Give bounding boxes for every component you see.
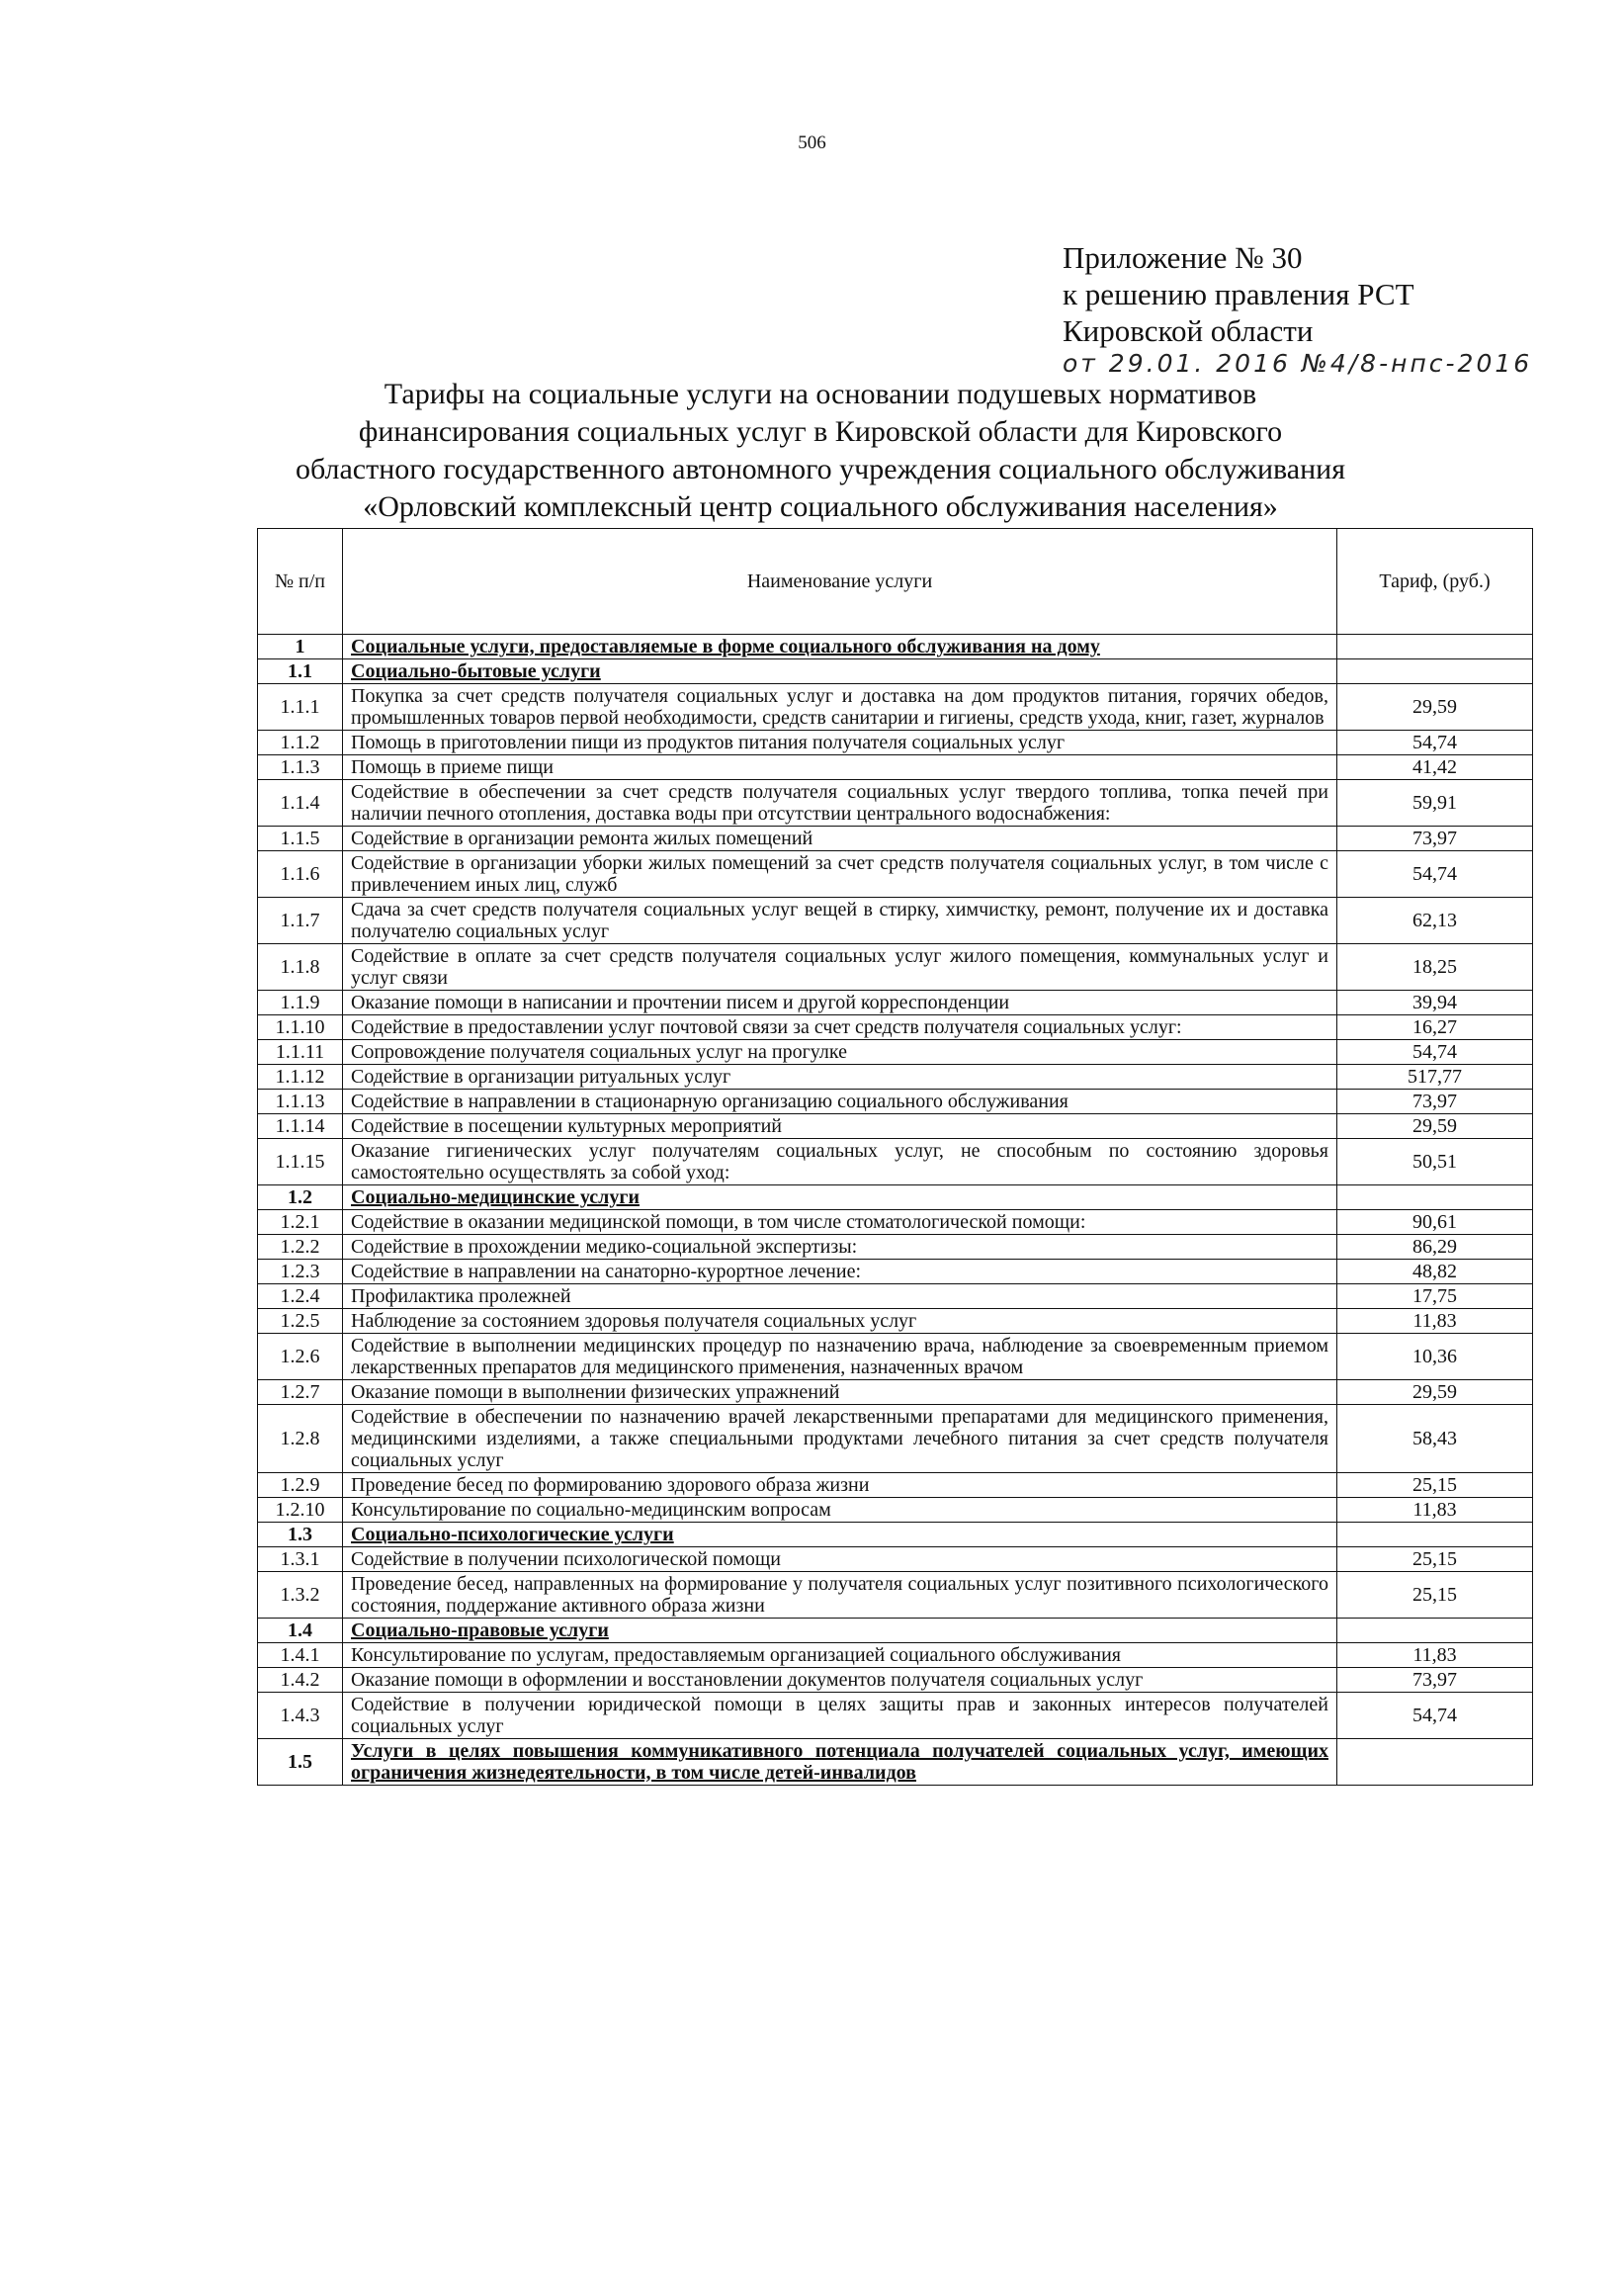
service-tariff: 62,13 <box>1337 898 1533 944</box>
service-number: 1.2.6 <box>258 1334 343 1380</box>
service-tariff: 25,15 <box>1337 1473 1533 1498</box>
service-name: Сопровождение получателя социальных услуг на прогулке <box>343 1040 1337 1065</box>
service-name: Оказание помощи в оформлении и восстановлении документов получателя социальных услуг <box>343 1668 1337 1693</box>
table-section-row <box>258 1619 1533 1643</box>
service-number: 1.1.13 <box>258 1090 343 1114</box>
service-tariff: 73,97 <box>1337 827 1533 851</box>
service-number: 1.1.12 <box>258 1065 343 1090</box>
table-section-row <box>258 1523 1533 1547</box>
service-number: 1.3.1 <box>258 1547 343 1572</box>
service-number: 1.1.11 <box>258 1040 343 1065</box>
service-name: Содействие в выполнении медицинских процедур по назначению врача, наблюдение за своевременным приемом лекарственных препаратов для медицинского применения, назначенных врачом <box>343 1334 1337 1380</box>
service-number: 1.5 <box>258 1739 343 1786</box>
service-number: 1.1.5 <box>258 827 343 851</box>
tariffs-table <box>257 528 1533 1786</box>
service-number: 1.3.2 <box>258 1572 343 1619</box>
service-tariff: 10,36 <box>1337 1334 1533 1380</box>
service-name: Социально-правовые услуги <box>343 1619 1337 1643</box>
header-number: № п/п <box>258 529 343 635</box>
service-number: 1 <box>258 635 343 659</box>
service-tariff: 29,59 <box>1337 684 1533 731</box>
service-name: Содействие в организации ремонта жилых помещений <box>343 827 1337 851</box>
service-number: 1.2.1 <box>258 1210 343 1235</box>
service-number: 1.1.10 <box>258 1015 343 1040</box>
service-name: Услуги в целях повышения коммуникативного потенциала получателей социальных услуг, имеющих ограничения жизнедеятельности, в том числе детей-инвалидов <box>343 1739 1337 1786</box>
service-number: 1.4.3 <box>258 1693 343 1739</box>
table-row <box>258 1572 1533 1619</box>
service-number: 1.4 <box>258 1619 343 1643</box>
service-number: 1.4.2 <box>258 1668 343 1693</box>
service-name: Содействие в направлении на санаторно-курортное лечение: <box>343 1260 1337 1284</box>
service-number: 1.1.8 <box>258 944 343 991</box>
service-tariff: 17,75 <box>1337 1284 1533 1309</box>
title-line-3: областного государственного автономного учреждения социального обслуживания <box>296 453 1345 485</box>
service-number: 1.1.15 <box>258 1139 343 1185</box>
table-row <box>258 1139 1533 1185</box>
service-name: Содействие в организации ритуальных услуг <box>343 1065 1337 1090</box>
service-name: Проведение бесед по формированию здорового образа жизни <box>343 1473 1337 1498</box>
table-row <box>258 1040 1533 1065</box>
service-number: 1.3 <box>258 1523 343 1547</box>
title-line-1: Тарифы на социальные услуги на основании подушевых нормативов <box>384 378 1257 410</box>
service-name: Содействие в предоставлении услуг почтовой связи за счет средств получателя социальных услуг: <box>343 1015 1337 1040</box>
table-row <box>258 1473 1533 1498</box>
appendix-date-handwritten: от 29.01. 2016 №4/8-нпс-2016 <box>1063 349 1533 378</box>
service-tariff: 50,51 <box>1337 1139 1533 1185</box>
table-row <box>258 1210 1533 1235</box>
service-number: 1.2.8 <box>258 1405 343 1473</box>
service-name: Социально-медицинские услуги <box>343 1185 1337 1210</box>
service-name: Проведение бесед, направленных на формирование у получателя социальных услуг позитивного психологического состояния, поддержание активного образа жизни <box>343 1572 1337 1619</box>
table-row <box>258 1547 1533 1572</box>
service-name: Оказание гигиенических услуг получателям социальных услуг, не способным по состоянию здоровья самостоятельно осуществлять за собой уход: <box>343 1139 1337 1185</box>
service-number: 1.1.7 <box>258 898 343 944</box>
table-row <box>258 684 1533 731</box>
service-name: Сдача за счет средств получателя социальных услуг вещей в стирку, химчистку, ремонт, получение их и доставка получателю социальных услуг <box>343 898 1337 944</box>
service-tariff: 18,25 <box>1337 944 1533 991</box>
service-tariff: 517,77 <box>1337 1065 1533 1090</box>
appendix-number: Приложение № 30 <box>1063 240 1303 275</box>
title-line-4: «Орловский комплексный центр социального обслуживания населения» <box>363 490 1278 523</box>
service-tariff <box>1337 1619 1533 1643</box>
service-tariff <box>1337 1739 1533 1786</box>
service-tariff <box>1337 659 1533 684</box>
service-number: 1.2.7 <box>258 1380 343 1405</box>
table-row <box>258 1643 1533 1668</box>
service-tariff <box>1337 1185 1533 1210</box>
service-name: Содействие в оказании медицинской помощи, в том числе стоматологической помощи: <box>343 1210 1337 1235</box>
service-name: Наблюдение за состоянием здоровья получателя социальных услуг <box>343 1309 1337 1334</box>
table-row <box>258 1498 1533 1523</box>
table-row <box>258 1090 1533 1114</box>
table-row <box>258 780 1533 827</box>
header-tariff: Тариф, (руб.) <box>1337 529 1533 635</box>
service-number: 1.2.4 <box>258 1284 343 1309</box>
service-number: 1.1 <box>258 659 343 684</box>
table-row <box>258 1309 1533 1334</box>
service-name: Содействие в получении психологической помощи <box>343 1547 1337 1572</box>
service-tariff: 73,97 <box>1337 1668 1533 1693</box>
table-row <box>258 1065 1533 1090</box>
service-number: 1.2.5 <box>258 1309 343 1334</box>
service-tariff: 29,59 <box>1337 1114 1533 1139</box>
service-number: 1.2 <box>258 1185 343 1210</box>
service-name: Социально-психологические услуги <box>343 1523 1337 1547</box>
table-row <box>258 1235 1533 1260</box>
header-service-name: Наименование услуги <box>343 529 1337 635</box>
service-number: 1.4.1 <box>258 1643 343 1668</box>
service-name: Помощь в приеме пищи <box>343 755 1337 780</box>
service-name: Содействие в посещении культурных мероприятий <box>343 1114 1337 1139</box>
service-number: 1.1.3 <box>258 755 343 780</box>
table-row <box>258 1114 1533 1139</box>
service-number: 1.2.10 <box>258 1498 343 1523</box>
service-name: Консультирование по социально-медицинским вопросам <box>343 1498 1337 1523</box>
service-tariff: 59,91 <box>1337 780 1533 827</box>
table-row <box>258 1693 1533 1739</box>
service-tariff: 25,15 <box>1337 1547 1533 1572</box>
appendix-block <box>1063 239 1532 382</box>
table-row <box>258 1284 1533 1309</box>
appendix-decision: к решению правления РСТ <box>1063 277 1414 311</box>
service-tariff: 11,83 <box>1337 1643 1533 1668</box>
service-name: Содействие в обеспечении по назначению врачей лекарственными препаратами для медицинского применения, медицинскими изделиями, а также специальными продуктами лечебного питания за счет средств получателя социальных услуг <box>343 1405 1337 1473</box>
service-name: Содействие в направлении в стационарную организацию социального обслуживания <box>343 1090 1337 1114</box>
service-tariff: 73,97 <box>1337 1090 1533 1114</box>
table-row <box>258 898 1533 944</box>
table-row <box>258 851 1533 898</box>
service-tariff <box>1337 1523 1533 1547</box>
table-row <box>258 827 1533 851</box>
service-tariff: 11,83 <box>1337 1309 1533 1334</box>
service-number: 1.2.3 <box>258 1260 343 1284</box>
service-number: 1.2.2 <box>258 1235 343 1260</box>
service-tariff: 41,42 <box>1337 755 1533 780</box>
service-tariff: 16,27 <box>1337 1015 1533 1040</box>
service-number: 1.2.9 <box>258 1473 343 1498</box>
title-line-2: финансирования социальных услуг в Кировской области для Кировского <box>358 415 1283 448</box>
table-row <box>258 1380 1533 1405</box>
service-name: Покупка за счет средств получателя социальных услуг и доставка на дом продуктов питания, горячих обедов, промышленных товаров первой необходимости, средств санитарии и гигиены, средств ухода, книг, газет, журналов <box>343 684 1337 731</box>
service-tariff: 58,43 <box>1337 1405 1533 1473</box>
service-tariff: 25,15 <box>1337 1572 1533 1619</box>
table-section-row <box>258 659 1533 684</box>
service-name: Содействие в прохождении медико-социальной экспертизы: <box>343 1235 1337 1260</box>
service-tariff: 39,94 <box>1337 991 1533 1015</box>
table-main-section-row <box>258 635 1533 659</box>
service-name: Социально-бытовые услуги <box>343 659 1337 684</box>
service-name: Оказание помощи в выполнении физических упражнений <box>343 1380 1337 1405</box>
service-name: Содействие в оплате за счет средств получателя социальных услуг жилого помещения, коммунальных услуг и услуг связи <box>343 944 1337 991</box>
service-name: Содействие в организации уборки жилых помещений за счет средств получателя социальных услуг, в том числе с привлечением иных лиц, служб <box>343 851 1337 898</box>
service-tariff: 29,59 <box>1337 1380 1533 1405</box>
service-number: 1.1.14 <box>258 1114 343 1139</box>
appendix-region: Кировской области <box>1063 313 1314 348</box>
service-tariff: 54,74 <box>1337 851 1533 898</box>
service-name: Профилактика пролежней <box>343 1284 1337 1309</box>
table-row <box>258 1334 1533 1380</box>
service-tariff: 54,74 <box>1337 1040 1533 1065</box>
table-section-row <box>258 1739 1533 1786</box>
table-header-row <box>258 529 1533 635</box>
service-name: Содействие в обеспечении за счет средств получателя социальных услуг твердого топлива, топка печей при наличии печного отопления, доставка воды при отсутствии центрального водоснабжения: <box>343 780 1337 827</box>
service-tariff: 11,83 <box>1337 1498 1533 1523</box>
table-row <box>258 1405 1533 1473</box>
table-row <box>258 731 1533 755</box>
service-name: Оказание помощи в написании и прочтении писем и другой корреспонденции <box>343 991 1337 1015</box>
service-tariff: 86,29 <box>1337 1235 1533 1260</box>
service-name: Консультирование по услугам, предоставляемым организацией социального обслуживания <box>343 1643 1337 1668</box>
service-number: 1.1.1 <box>258 684 343 731</box>
service-tariff: 48,82 <box>1337 1260 1533 1284</box>
service-name: Помощь в приготовлении пищи из продуктов питания получателя социальных услуг <box>343 731 1337 755</box>
page-number: 506 <box>798 132 826 153</box>
table-row <box>258 1668 1533 1693</box>
service-tariff: 90,61 <box>1337 1210 1533 1235</box>
table-row <box>258 1260 1533 1284</box>
table-row <box>258 991 1533 1015</box>
service-tariff: 54,74 <box>1337 731 1533 755</box>
service-tariff <box>1337 635 1533 659</box>
table-row <box>258 944 1533 991</box>
service-number: 1.1.9 <box>258 991 343 1015</box>
table-row <box>258 755 1533 780</box>
document-title <box>257 376 1384 526</box>
service-tariff: 54,74 <box>1337 1693 1533 1739</box>
service-number: 1.1.2 <box>258 731 343 755</box>
table-row <box>258 1015 1533 1040</box>
service-name: Содействие в получении юридической помощи в целях защиты прав и законных интересов получателей социальных услуг <box>343 1693 1337 1739</box>
service-name: Социальные услуги, предоставляемые в форме социального обслуживания на дому <box>343 635 1337 659</box>
table-section-row <box>258 1185 1533 1210</box>
service-number: 1.1.4 <box>258 780 343 827</box>
table-body <box>258 635 1533 1786</box>
service-number: 1.1.6 <box>258 851 343 898</box>
